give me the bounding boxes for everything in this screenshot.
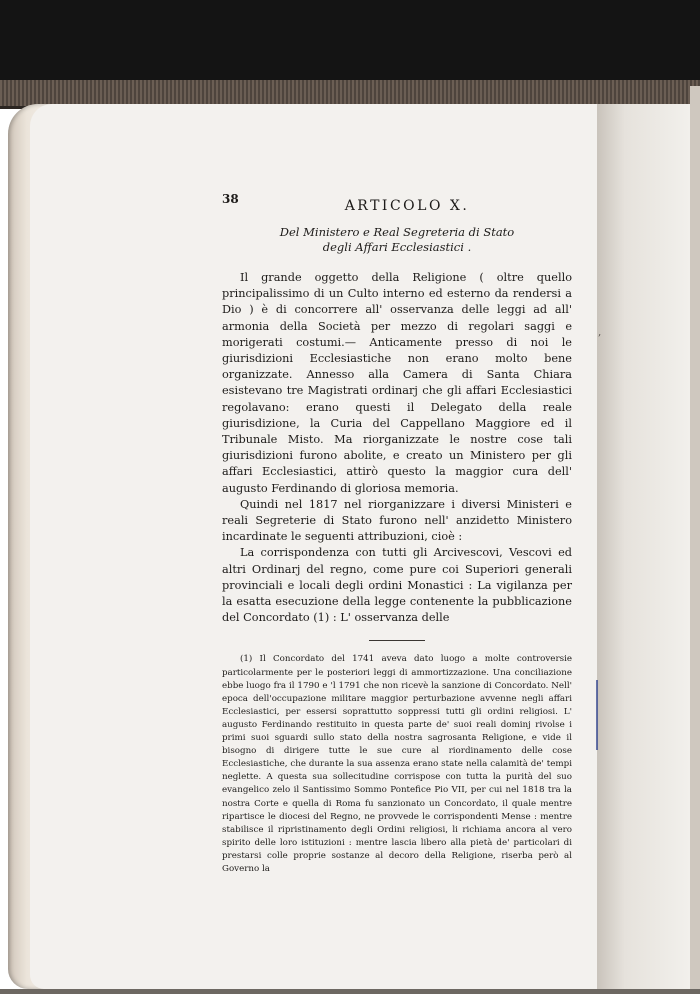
page-text-block: [222, 192, 572, 876]
ink-margin-line: [596, 680, 598, 750]
body-paragraph-2: Quindi nel 1817 nel riorganizzare i diversi Ministeri e reali Segreterie di Stato furono nell' anzidetto Ministero incardinate le seguenti attribuzioni, cioè :: [222, 497, 572, 544]
subtitle-line-1: Del Ministero e Real Segreteria di Stato: [279, 225, 515, 239]
scan-bottom-edge: [0, 989, 700, 994]
body-paragraph-3: La corrispondenza con tutti gli Arcivescovi, Vescovi ed altri Ordinarj del regno, come pure coi Superiori generali provinciali e locali degli ordini Monastici : La vigilanza per la esatta esecuzione della legge contenente la pubblicazione del Concordato (1) : L' osservanza delle: [222, 546, 572, 625]
scan-edge-right: [690, 86, 700, 994]
page-number: 38: [222, 192, 239, 206]
article-subtitle: [222, 225, 572, 255]
margin-mark: ‚: [598, 327, 602, 338]
footnote: [222, 653, 572, 876]
page-gutter: [597, 104, 690, 989]
subtitle-line-2: degli Affari Ecclesiastici .: [322, 240, 472, 254]
footnote-separator: [369, 640, 425, 641]
footnote-text: (1) Il Concordato del 1741 aveva dato luogo a molte controversie particolarmente per le posteriori leggi di ammortizzazione. Una conciliazione ebbe luogo fra il 1790 e 'l 1791 che non ricevè la sanzione di Concordato. Nell' epoca dell'occupazione militare maggior perturbazione avvenne negli affari Ecclesiastici, per essersi soprattutto soppressi tutti gli ordini religiosi. L' augusto Ferdinando restituito in questa parte de' suoi reali dominj rivolse i primi suoi sguardi sullo stato della nostra sagrosanta Religione, e vide il bisogno di dirigere tutte le sue cure al riordinamento delle cose Ecclesiastiche, che durante la sua assenza erano state nella calamità de' tempi neglette. A questa sua sollecitudine corrispose con tutta la purità del suo evangelico zelo il Santissimo Sommo Pontefice Pio VII, per cui nel 1818 tra la nostra Corte e quella di Roma fu sanzionato un Concordato, il quale mentre ripartisce le diocesi del Regno, ne provvede le corrispondenti Mense : mentre stabilisce il ripristinamento degli Ordini religiosi, li richiama ancora al vero spirito delle loro istituzioni : mentre lascia libero alla pietà de' particolari di prestarsi colle proprie sostanze al decoro della Religione, riserba però al Governo la: [222, 654, 572, 874]
article-title: ARTICOLO X.: [344, 198, 470, 214]
scanner-background: [0, 0, 700, 86]
article-body: [222, 270, 572, 626]
body-paragraph-1: Il grande oggetto della Religione ( oltre quello principalissimo di un Culto interno ed esterno da rendersi a Dio ) è di concorrere all' osservanza delle leggi ad all' armonia della Società per mezzo di regolari saggi e morigerati costumi.— Anticamente presso di noi le giurisdizioni Ecclesiastiche non erano molto bene organizzate. Annesso alla Camera di Santa Chiara esistevano tre Magistrati ordinarj che gli affari Ecclesiastici regolavano: erano questi il Delegato della reale giurisdizione, la Curia del Cappellano Maggiore ed il Tribunale Misto. Ma riorganizzate le nostre cose tali giurisdizioni furono abolite, e creato un Ministero per gli affari Ecclesiastici, attirò questo la maggior cura dell' augusto Ferdinando di gloriosa memoria.: [222, 271, 572, 495]
